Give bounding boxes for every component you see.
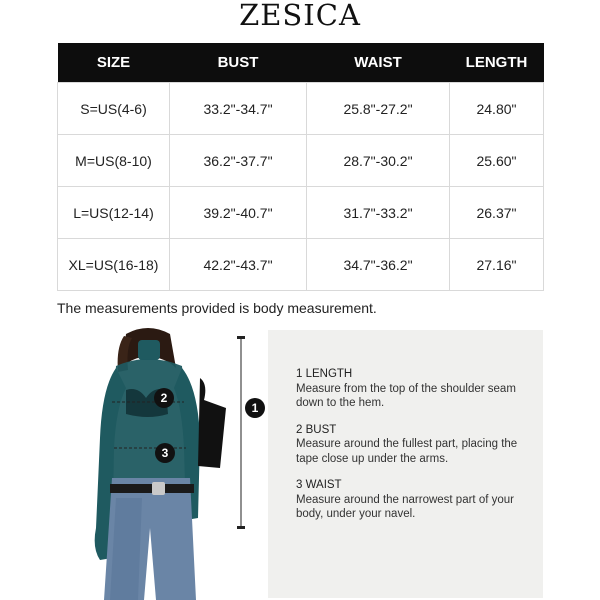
collar-shape (138, 340, 160, 360)
length-marker: 1 (245, 398, 265, 418)
table-row (58, 135, 544, 187)
size-chart-table (57, 43, 544, 291)
table-row (58, 239, 544, 291)
bust-cell: 42.2"-43.7" (170, 239, 307, 291)
instruction-title: 3 WAIST (296, 479, 342, 491)
waist-marker: 3 (155, 443, 175, 463)
length-cell: 27.16" (450, 239, 544, 291)
length-cell: 25.60" (450, 135, 544, 187)
size-cell: L=US(12-14) (58, 187, 170, 239)
belt-buckle (152, 482, 165, 495)
length-line-top-cap (237, 336, 245, 339)
table-header-row (58, 43, 544, 83)
waist-cell: 31.7"-33.2" (307, 187, 450, 239)
instruction-body: Measure around the narrowest part of your body, under your navel. (296, 493, 514, 520)
instruction-length (296, 367, 536, 411)
bust-cell: 39.2"-40.7" (170, 187, 307, 239)
top-torso-shape (110, 359, 190, 483)
instruction-title: 2 BUST (296, 423, 337, 436)
instruction-body: Measure from the top of the shoulder seam down to the hem. (296, 382, 516, 409)
measurement-note: The measurements provided is body measurement. (57, 300, 377, 316)
instructions-text (296, 367, 536, 534)
bust-cell: 36.2"-37.7" (170, 135, 307, 187)
bust-cell: 33.2"-34.7" (170, 83, 307, 135)
instruction-bust (296, 423, 536, 467)
header-length: LENGTH (450, 43, 544, 83)
header-bust: BUST (170, 43, 307, 83)
instruction-title: 1 LENGTH (296, 368, 353, 380)
length-cell: 24.80" (450, 83, 544, 135)
length-line-bottom-cap (237, 526, 245, 529)
size-cell: M=US(8-10) (58, 135, 170, 187)
shoulder-bag (198, 378, 226, 468)
waist-cell: 28.7"-30.2" (307, 135, 450, 187)
size-cell: S=US(4-6) (58, 83, 170, 135)
instruction-body: Measure around the fullest part, placing the tape close up under the arms. (296, 438, 518, 465)
header-waist: WAIST (307, 43, 450, 83)
table-row (58, 187, 544, 239)
waist-cell: 25.8"-27.2" (307, 83, 450, 135)
model-illustration (86, 328, 266, 600)
table-row (58, 83, 544, 135)
header-size: SIZE (58, 43, 170, 83)
length-cell: 26.37" (450, 187, 544, 239)
waist-cell: 34.7"-36.2" (307, 239, 450, 291)
brand-logo: ZESICA (239, 0, 361, 32)
instruction-waist (296, 478, 536, 522)
bust-marker: 2 (154, 388, 174, 408)
size-cell: XL=US(16-18) (58, 239, 170, 291)
